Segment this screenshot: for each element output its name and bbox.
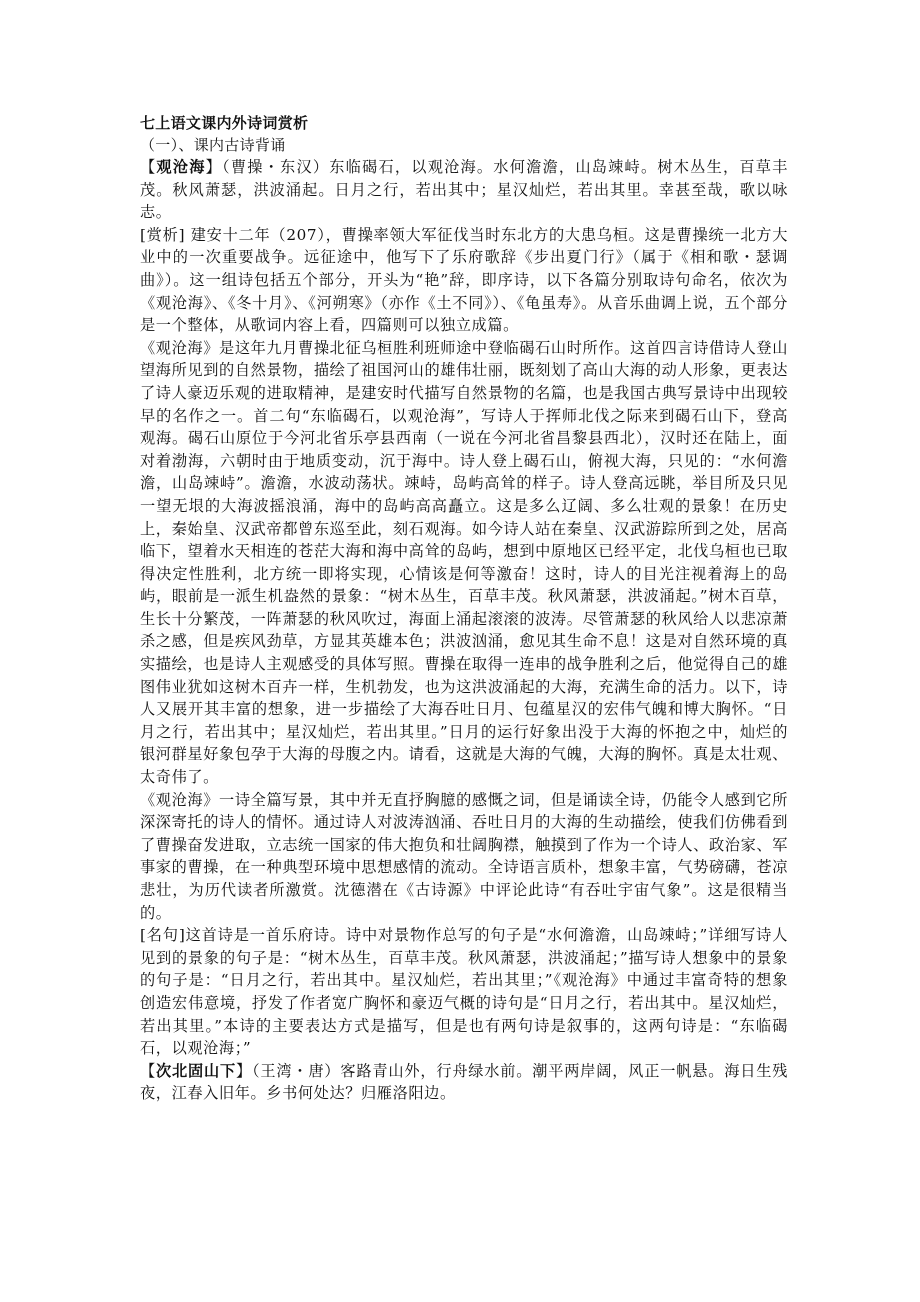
document-page xyxy=(140,112,788,1105)
poem-text: （曹操・东汉）东临碣石，以观沧海。水何澹澹，山岛竦峙。树木丛生，百草丰茂。秋风萧瑟，洪波涌起。日月之行，若出其中；星汉灿烂，若出其里。幸甚至哉，歌以咏志。 xyxy=(140,158,788,222)
document-title: 七上语文课内外诗词赏析 xyxy=(140,114,309,132)
appreciation-paragraph-1: [赏析] 建安十二年（207），曹操率领大军征伐当时东北方的大患乌桓。这是曹操统一北方大业中的一次重要战争。远征途中，他写下了乐府歌辞《步出夏门行》（属于《相和歌・瑟调曲》）。这一组诗包括五个部分，开头为“艳”辞，即序诗，以下各篇分别取诗句命名，依次为《观沧海》、《冬十月》、《河朔寒》（亦作《土不同》）、《龟虽寿》。从音乐曲调上说，五个部分是一个整体，从歌词内容上看，四篇则可以独立成篇。 xyxy=(140,225,788,335)
poem-open-bracket: 【 xyxy=(140,1061,156,1080)
poem-ci-bei-gu-shan-xia xyxy=(140,1060,788,1105)
appreciation-paragraph-2: 《观沧海》是这年九月曹操北征乌桓胜利班师途中登临碣石山时所作。这首四言诗借诗人登山望海所见到的自然景物，描绘了祖国河山的雄伟壮丽，既刻划了高山大海的动人形象，更表达了诗人豪迈乐观的进取精神，是建安时代描写自然景物的名篇，也是我国古典写景诗中出现较早的名作之一。首二句“东临碣石，以观沧海”，写诗人于挥师北伐之际来到碣石山下，登高观海。碣石山原位于今河北省乐亭县西南（一说在今河北省昌黎县西北），汉时还在陆上，面对着渤海，六朝时由于地质变动，沉于海中。诗人登上碣石山，俯视大海，只见的：“水何澹澹，山岛竦峙”。澹澹，水波动荡状。竦峙，岛屿高耸的样子。诗人登高远眺，举目所及只见一望无垠的大海波摇浪涌，海中的岛屿高高矗立。这是多么辽阔、多么壮观的景象！在历史上，秦始皇、汉武帝都曾东巡至此，刻石观海。如今诗人站在秦皇、汉武游踪所到之处，居高临下，望着水天相连的苍茫大海和海中高耸的岛屿，想到中原地区已经平定，北伐乌桓也已取得决定性胜利，北方统一即将实现，心情该是何等激奋！这时，诗人的目光注视着海上的岛屿，眼前是一派生机盎然的景象：“树木丛生，百草丰茂。秋风萧瑟，洪波涌起。”树木百草，生长十分繁茂，一阵萧瑟的秋风吹过，海面上涌起滚滚的波涛。尽管萧瑟的秋风给人以悲凉萧杀之感，但是疾风劲草，方显其英雄本色；洪波汹涌，愈见其生命不息！这是对自然环境的真实描绘，也是诗人主观感受的具体写照。曹操在取得一连串的战争胜利之后，他觉得自己的雄图伟业犹如这树木百卉一样，生机勃发，也为这洪波涌起的大海，充满生命的活力。以下，诗人又展开其丰富的想象，进一步描绘了大海吞吐日月、包蕴星汉的宏伟气魄和博大胸怀。“日月之行，若出其中；星汉灿烂，若出其里。”日月的运行好象出没于大海的怀抱之中，灿烂的银河群星好象包孕于大海的母腹之内。请看，这就是大海的气魄，大海的胸怀。真是太壮观、太奇伟了。 xyxy=(140,338,788,787)
poem-title: 次北固山下 xyxy=(156,1061,236,1080)
poem-close-bracket: 】 xyxy=(235,1061,252,1080)
poem-close-bracket: 】 xyxy=(205,158,223,176)
poem-open-bracket: 【 xyxy=(140,158,157,176)
poem-title: 观沧海 xyxy=(156,158,206,176)
appreciation-paragraph-3: 《观沧海》一诗全篇写景，其中并无直抒胸臆的感慨之词，但是诵读全诗，仍能令人感到它所深深寄托的诗人的情怀。通过诗人对波涛汹涌、吞吐日月的大海的生动描绘，使我们仿佛看到了曹操奋发进取，立志统一国家的伟大抱负和壮阔胸襟，触摸到了作为一个诗人、政治家、军事家的曹操，在一种典型环境中思想感情的流动。全诗语言质朴，想象丰富，气势磅礴，苍凉悲壮，为历代读者所激赏。沈德潜在《古诗源》中评论此诗“有吞吐宇宙气象”。这是很精当的。 xyxy=(140,790,788,922)
section-heading: （一）、课内古诗背诵 xyxy=(140,136,286,154)
famous-lines-paragraph: [名句]这首诗是一首乐府诗。诗中对景物作总写的句子是“水何澹澹，山岛竦峙；”详细写诗人见到的景象的句子是：“树木丛生，百草丰茂。秋风萧瑟，洪波涌起；”描写诗人想象中的景象的句子是：“日月之行，若出其中。星汉灿烂，若出其里；”《观沧海》中通过丰富奇特的想象创造宏伟意境，抒发了作者宽广胸怀和豪迈气概的诗句是“日月之行，若出其中。星汉灿烂，若出其里。”本诗的主要表达方式是描写，但是也有两句诗是叙事的，这两句诗是：“东临碣石，以观沧海；” xyxy=(140,926,788,1058)
poem-guan-cang-hai xyxy=(140,156,788,224)
poem-text: （王湾・唐）客路青山外，行舟绿水前。潮平两岸阔，风正一帆悬。海日生残夜，江春入旧年。乡书何处达？归雁洛阳边。 xyxy=(140,1061,788,1103)
